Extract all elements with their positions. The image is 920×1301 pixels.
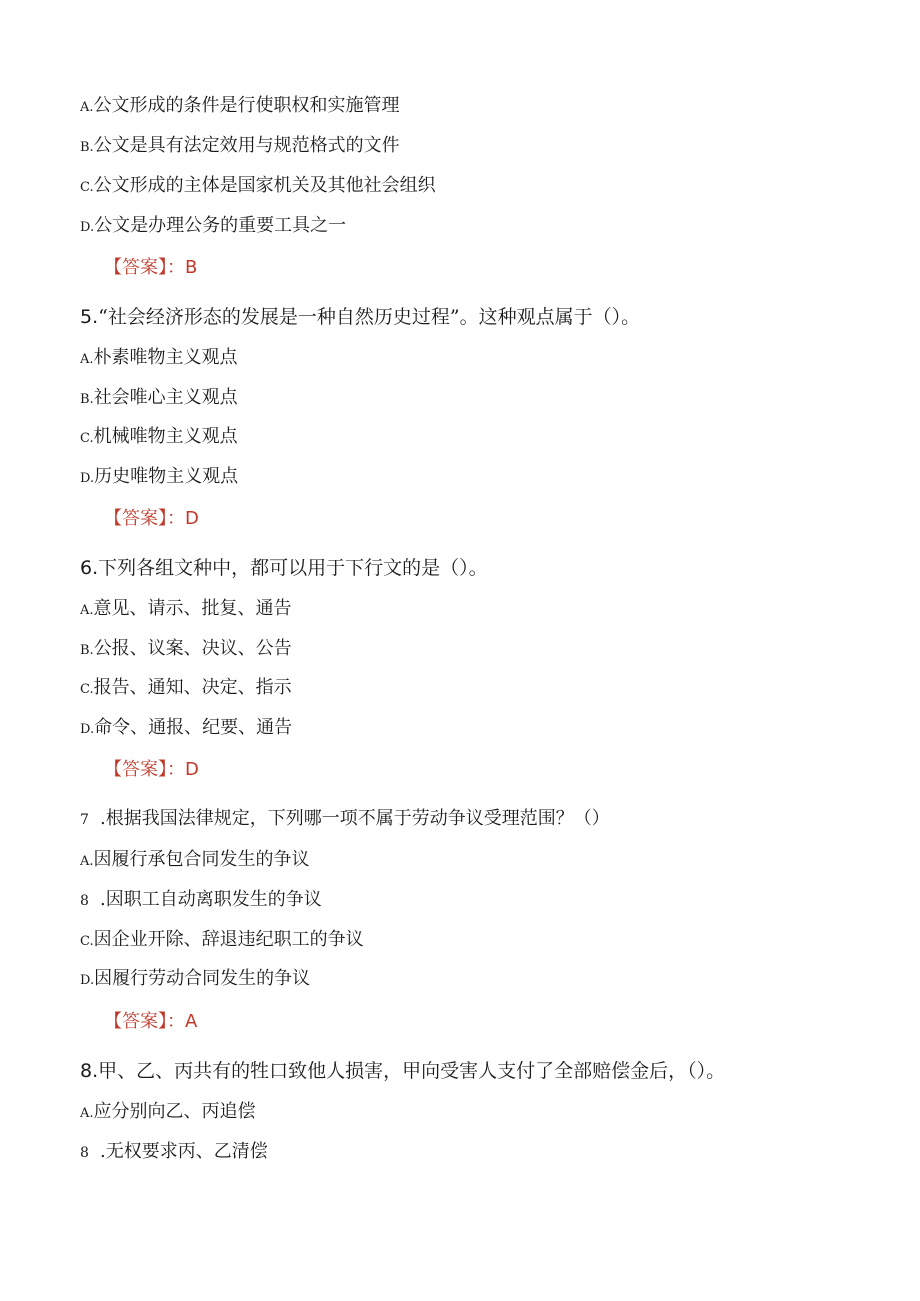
option-text: 命令、通报、纪要、通告: [94, 717, 293, 738]
q6-question: [80, 556, 488, 580]
answer-letter: D: [185, 759, 199, 780]
q7-option-c: [80, 928, 364, 954]
option-prefix: C.: [80, 431, 94, 446]
answer-letter: D: [185, 508, 199, 529]
option-text: .无权要求丙、乙清偿: [100, 1141, 268, 1162]
q5-option-a: [80, 346, 238, 372]
answer-label: 【答案】：: [104, 257, 185, 278]
q7-question: [80, 807, 610, 832]
q6-option-a: [80, 597, 292, 623]
option-prefix: D.: [80, 722, 95, 737]
option-prefix: A.: [80, 352, 94, 367]
question-number: 6.: [80, 557, 99, 579]
option-text: .因职工自动离职发生的争议: [100, 889, 322, 910]
option-text: 公文是具有法定效用与规范格式的文件: [93, 135, 400, 156]
option-text: 因履行承包合同发生的争议: [93, 849, 310, 870]
option-prefix: D.: [80, 973, 95, 988]
option-text: 公文形成的主体是国家机关及其他社会组织: [93, 175, 436, 196]
option-prefix: B.: [80, 643, 94, 658]
option-prefix: D.: [80, 220, 95, 235]
option-text: 公文是办理公务的重要工具之一: [94, 215, 347, 236]
q4-option-d: [80, 214, 346, 240]
question-text: 甲、乙、丙共有的牲口致他人损害，甲向受害人支付了全部赔偿金后，（）。: [98, 1060, 726, 1082]
question-number: 8.: [80, 1060, 99, 1082]
q5-question: [80, 305, 640, 329]
q6-option-d: [80, 716, 292, 742]
option-text: 社会唯心主义观点: [93, 387, 238, 408]
answer-letter: A: [185, 1011, 198, 1032]
q6-option-b: [80, 637, 292, 663]
option-text: 朴素唯物主义观点: [93, 347, 238, 368]
option-prefix: C.: [80, 934, 94, 949]
q7-option-a: [80, 848, 310, 874]
q6-answer: [104, 758, 199, 782]
option-prefix: A.: [80, 603, 94, 618]
option-prefix: 8: [80, 893, 89, 909]
option-prefix: B.: [80, 392, 94, 407]
option-text: 因企业开除、辞退违纪职工的争议: [93, 929, 364, 950]
q5-answer: [104, 507, 199, 531]
q5-option-b: [80, 386, 238, 412]
q4-option-b: [80, 134, 400, 160]
option-prefix: D.: [80, 471, 95, 486]
answer-label: 【答案】：: [104, 508, 185, 529]
question-text: “社会经济形态的发展是一种自然历史过程”。这种观点属于（）。: [98, 306, 641, 328]
q8-option-a: [80, 1100, 256, 1126]
option-prefix: A.: [80, 1106, 94, 1121]
q4-option-c: [80, 174, 436, 200]
option-text: 历史唯物主义观点: [94, 466, 239, 487]
option-text: 报告、通知、决定、指示: [93, 677, 292, 698]
option-prefix: B.: [80, 140, 94, 155]
option-prefix: C.: [80, 682, 94, 697]
answer-letter: B: [185, 257, 198, 278]
option-text: 因履行劳动合同发生的争议: [94, 968, 311, 989]
q4-answer: [104, 256, 197, 280]
q4-option-a: [80, 94, 400, 120]
question-text: 下列各组文种中，都可以用于下行文的是（）。: [98, 557, 488, 579]
option-text: 意见、请示、批复、通告: [93, 598, 292, 619]
question-text: .根据我国法律规定，下列哪一项不属于劳动争议受理范围？（）: [100, 808, 610, 829]
option-text: 机械唯物主义观点: [93, 426, 238, 447]
option-text: 应分别向乙、丙追偿: [93, 1101, 256, 1122]
q8-option-b: [80, 1140, 268, 1165]
option-prefix: A.: [80, 854, 94, 869]
q5-option-d: [80, 465, 238, 491]
answer-label: 【答案】：: [104, 1011, 185, 1032]
q5-option-c: [80, 425, 238, 451]
q7-answer: [104, 1010, 197, 1034]
q8-question: [80, 1059, 725, 1083]
option-text: 公报、议案、决议、公告: [93, 638, 292, 659]
question-number: 7: [80, 812, 89, 828]
q7-option-b: [80, 888, 322, 913]
option-prefix: A.: [80, 100, 94, 115]
option-prefix: 8: [80, 1145, 89, 1161]
answer-label: 【答案】：: [104, 759, 185, 780]
q7-option-d: [80, 967, 310, 993]
question-number: 5.: [80, 306, 99, 328]
q6-option-c: [80, 676, 292, 702]
option-text: 公文形成的条件是行使职权和实施管理: [93, 95, 400, 116]
option-prefix: C.: [80, 180, 94, 195]
